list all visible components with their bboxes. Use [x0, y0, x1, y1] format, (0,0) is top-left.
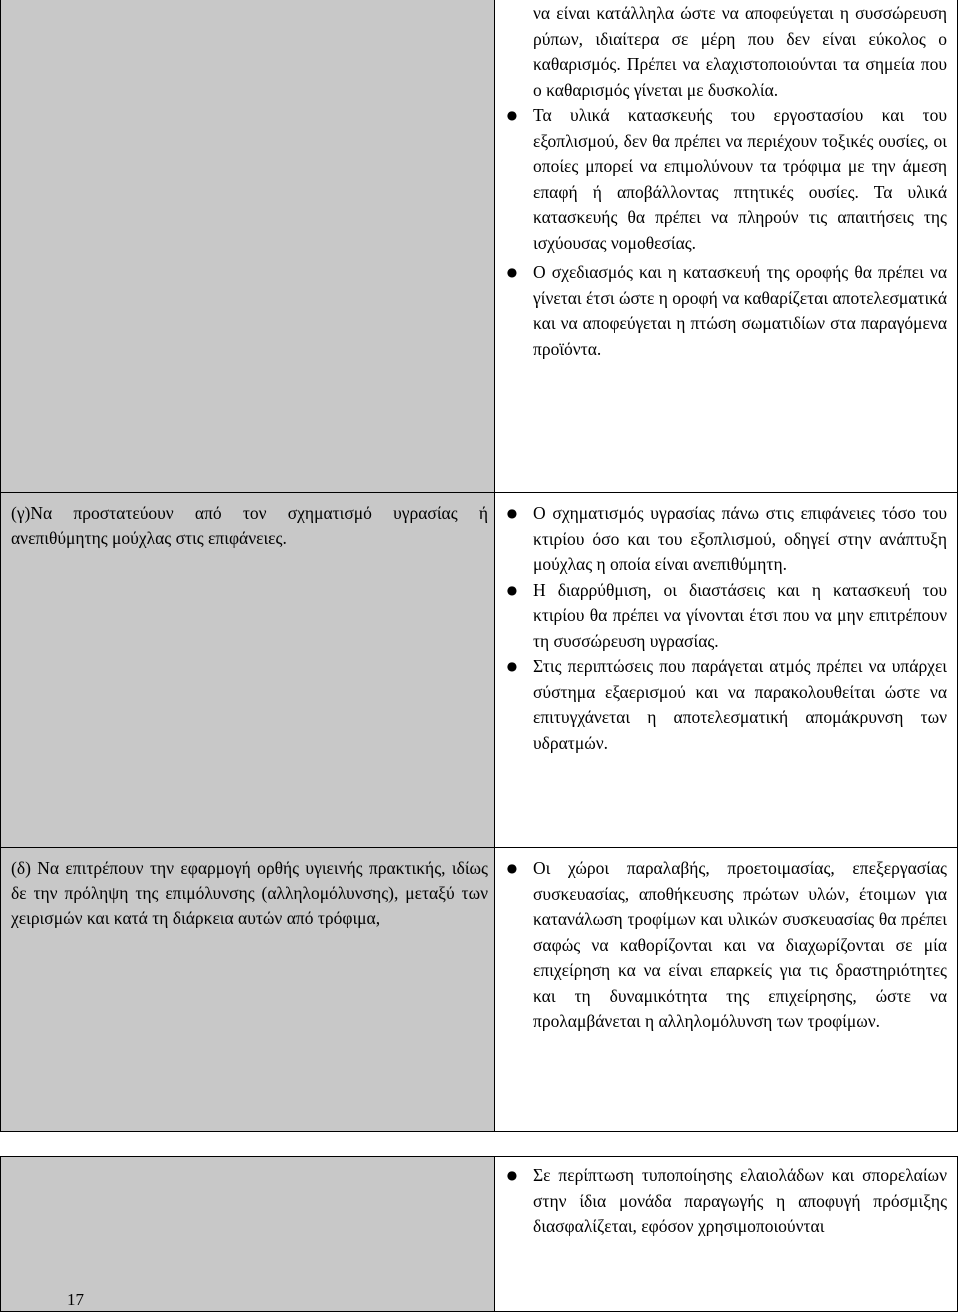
guidance-list: [495, 1163, 957, 1240]
list-item: [495, 654, 957, 756]
table-row: [1, 0, 958, 493]
guidance-cell: [495, 1157, 958, 1312]
requirement-cell: [1, 1157, 495, 1312]
guidance-list: [495, 501, 957, 756]
bullet-icon: ●: [506, 506, 518, 520]
list-item-text: Ο σχηματισμός υγρασίας πάνω στις επιφάνειες τόσο του κτιρίου όσο και του εξοπλισμού, οδηγεί στην ανάπτυξη μούχλας η οποία είναι ανεπιθύμητη.: [533, 503, 947, 574]
guidance-list: [495, 103, 957, 362]
table-row: [1, 493, 958, 848]
requirement-cell: [1, 493, 495, 848]
requirement-cell: [1, 848, 495, 1132]
list-item: [495, 856, 957, 1035]
list-item: [495, 501, 957, 578]
table-row: [1, 848, 958, 1132]
bullet-icon: ●: [506, 108, 518, 122]
guidance-list: [495, 856, 957, 1035]
list-item-text: Οι χώροι παραλαβής, προετοιμασίας, επεξεργασίας συσκευασίας, αποθήκευσης πρώτων υλών, έτοιμων για κατανάλωση τροφίμων και υλικών συσκευασίας θα πρέπει σαφώς να καθορίζονται και να διαχωρίζονται σε μία επιχείρηση κα να είναι επαρκείς για τις δραστηριότητες και τη δυναμικότητα της επιχείρησης, ώστε να προλαμβάνεται η αλληλομόλυνση των τροφίμων.: [533, 858, 947, 1031]
list-item: [495, 1163, 957, 1240]
requirements-table-continued: [0, 1156, 958, 1312]
guidance-cell: [495, 848, 958, 1132]
table-row: [1, 1157, 958, 1312]
list-item-text: Σε περίπτωση τυποποίησης ελαιολάδων και σπορελαίων στην ίδια μονάδα παραγωγής η αποφυγή πρόσμιξης διασφαλίζεται, εφόσον χρησιμοποιούνται: [533, 1165, 947, 1236]
requirement-text: (γ)Να προστατεύουν από τον σχηματισμό υγρασίας ή ανεπιθύμητης μούχλας στις επιφάνειες.: [11, 503, 488, 548]
requirement-text: (δ) Να επιτρέπουν την εφαρμογή ορθής υγιεινής πρακτικής, ιδίως δε την πρόληψη της επιμόλυνσης (αλληλομόλυνσης), μεταξύ των χειρισμών και κατά τη διάρκεια αυτών από τρόφιμα,: [11, 858, 488, 928]
page-number: 17: [67, 1290, 84, 1309]
bullet-icon: ●: [506, 659, 518, 673]
list-item-text: Τα υλικά κατασκευής του εργοστασίου και του εξοπλισμού, δεν θα πρέπει να περιέχουν τοξικές ουσίες, οι οποίες μπορεί να επιμολύνουν τα τρόφιμα με την άμεση επαφή ή αποβάλλοντας πτητικές ουσίες. Τα υλικά κατασκευής θα πρέπει να πληρούν τις απαιτήσεις της ισχύουσας νομοθεσίας.: [533, 105, 947, 253]
requirement-cell: [1, 0, 495, 493]
guidance-continuation: να είναι κατάλληλα ώστε να αποφεύγεται η συσσώρευση ρύπων, ιδιαίτερα σε μέρη που δεν είναι εύκολος ο καθαρισμός. Πρέπει να ελαχιστοποιούνται τα σημεία που ο καθαρισμός γίνεται με δυσκολία.: [533, 3, 947, 100]
list-item: [495, 103, 957, 256]
guidance-cell: [495, 0, 958, 493]
list-item-text: Η διαρρύθμιση, οι διαστάσεις και η κατασκευή του κτιρίου θα πρέπει να γίνονται έτσι που να μην επιτρέπουν τη συσσώρευση υγρασίας.: [533, 579, 947, 651]
bullet-icon: ●: [506, 582, 518, 597]
list-item: [495, 578, 957, 655]
bullet-icon: ●: [506, 1168, 518, 1182]
bullet-icon: ●: [506, 265, 518, 279]
list-item-text: Ο σχεδιασμός και η κατασκευή της οροφής θα πρέπει να γίνεται έτσι ώστε η οροφή να καθαρίζεται αποτελεσματικά και να αποφεύγεται η πτώση σωματιδίων στα παραγόμενα προϊόντα.: [533, 262, 947, 359]
list-item-text: Στις περιπτώσεις που παράγεται ατμός πρέπει να υπάρχει σύστημα εξαερισμού και να παρακολουθείται ώστε να επιτυγχάνεται η αποτελεσματική απομάκρυνση των υδρατμών.: [533, 656, 947, 753]
list-item: [495, 260, 957, 362]
guidance-cell: [495, 493, 958, 848]
bullet-icon: ●: [506, 861, 518, 875]
